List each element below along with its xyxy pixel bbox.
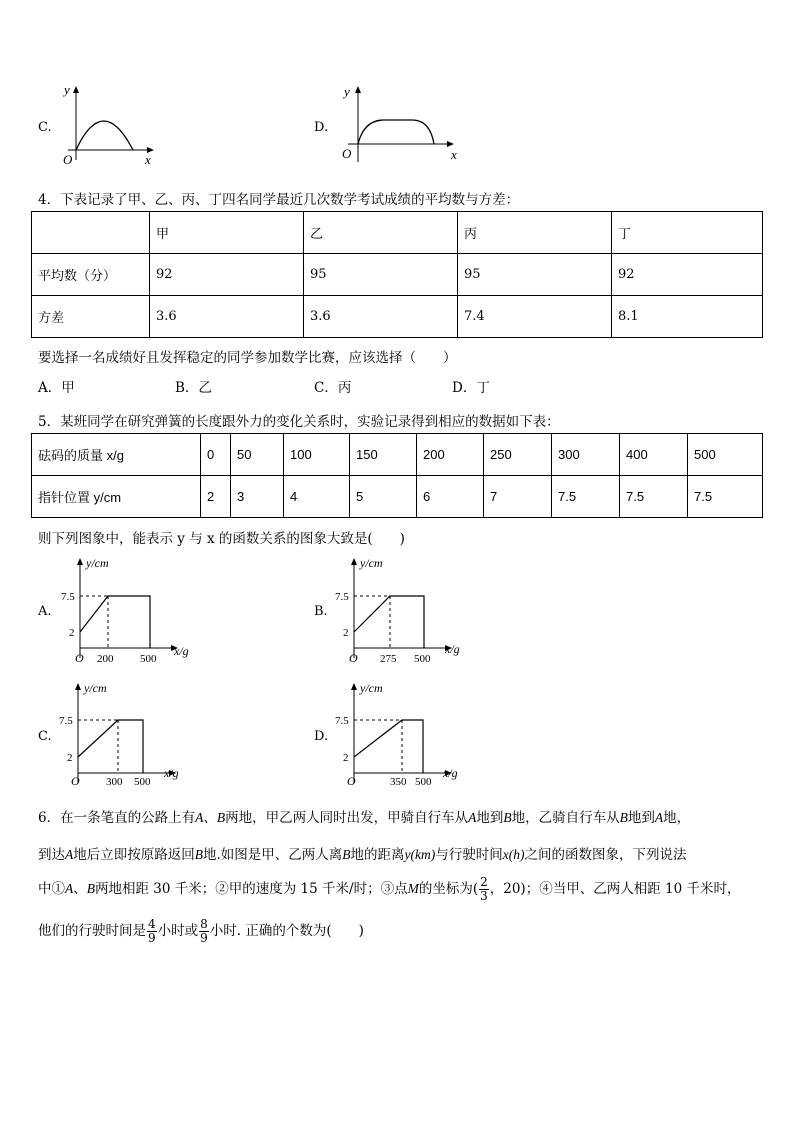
table-cell: 300: [552, 434, 620, 476]
q5-option-a-label[interactable]: A.: [38, 604, 52, 619]
svg-text:2: 2: [343, 627, 349, 639]
table-cell: 指针位置 y/cm: [32, 476, 201, 518]
q6-line-1: 6．在一条笔直的公路上有A、B两地，甲乙两人同时出发，甲骑自行车从A地到B地，乙骑自行车从B地到A地，: [38, 810, 691, 826]
svg-text:x/g: x/g: [445, 642, 460, 656]
svg-text:500: 500: [415, 776, 432, 788]
table-cell: 95: [458, 254, 612, 296]
curve: [358, 120, 434, 144]
q4-table: [31, 211, 763, 338]
curve: [76, 121, 133, 150]
q5-option-d-label[interactable]: D.: [314, 729, 329, 744]
table-row: [32, 476, 763, 518]
q3-option-d-label: D.: [314, 120, 329, 135]
table-cell: 丙: [458, 212, 612, 254]
table-cell: 8.1: [612, 296, 763, 338]
origin-label: O: [342, 146, 352, 161]
table-row: [32, 212, 763, 254]
svg-text:7.5: 7.5: [61, 591, 75, 603]
graph-line: [80, 596, 150, 648]
svg-text:500: 500: [134, 776, 151, 788]
q6-line-4: 他们的行驶时间是 $\frac{4}{9}$ 小时或 $\frac{8}{9}$ 小时. 正确的个数为( ): [38, 917, 364, 945]
table-cell: 92: [150, 254, 304, 296]
q4-choice-b[interactable]: B．乙: [175, 380, 212, 396]
svg-text:200: 200: [97, 653, 114, 665]
q5-option-c-label[interactable]: C.: [38, 729, 52, 744]
q5-table: [31, 433, 763, 518]
table-cell: 250: [484, 434, 552, 476]
table-cell: 3.6: [304, 296, 458, 338]
q3-option-c-label: C.: [38, 120, 52, 135]
table-cell: 50: [231, 434, 284, 476]
table-cell: 7.5: [620, 476, 688, 518]
table-cell: 方差: [32, 296, 150, 338]
table-cell: 95: [304, 254, 458, 296]
svg-text:x/g: x/g: [164, 766, 179, 780]
table-cell: 2: [201, 476, 231, 518]
fraction-m: $\frac{2}{3}$: [480, 875, 488, 903]
table-cell: 4: [284, 476, 350, 518]
origin-label: O: [63, 152, 73, 167]
table-cell: 6: [417, 476, 484, 518]
svg-text:350: 350: [390, 776, 407, 788]
q3-graph-c: [58, 82, 168, 168]
q6-line-2: 到达A地后立即按原路返回B地.如图是甲、乙两人离B地的距离y(km)与行驶时间x(h)之间的函数图象，下列说法: [38, 847, 687, 863]
q5-graph-d: [332, 677, 482, 791]
svg-text:x/g: x/g: [174, 644, 189, 658]
axis-y-label: y: [64, 82, 70, 97]
table-cell: 3.6: [150, 296, 304, 338]
q5-question: 则下列图象中，能表示 y 与 x 的函数关系的图象大致是( ): [38, 531, 405, 547]
svg-text:500: 500: [414, 653, 431, 665]
table-cell: 3: [231, 476, 284, 518]
svg-text:275: 275: [380, 653, 397, 665]
table-cell: 丁: [612, 212, 763, 254]
table-cell: [32, 212, 150, 254]
table-row: [32, 434, 763, 476]
svg-text:2: 2: [343, 752, 349, 764]
svg-text:2: 2: [69, 627, 75, 639]
axis-y-label: y: [344, 84, 350, 99]
table-cell: 500: [688, 434, 763, 476]
svg-text:O: O: [75, 651, 84, 665]
svg-text:300: 300: [106, 776, 123, 788]
svg-text:500: 500: [140, 653, 157, 665]
q4-choice-c[interactable]: C．丙: [314, 380, 352, 396]
q3-graph-d: [338, 82, 468, 168]
table-cell: 200: [417, 434, 484, 476]
table-cell: 5: [350, 476, 417, 518]
table-cell: 92: [612, 254, 763, 296]
table-cell: 150: [350, 434, 417, 476]
axis-x-label: x: [145, 152, 151, 167]
svg-text:y/cm: y/cm: [360, 556, 383, 570]
svg-text:2: 2: [67, 752, 73, 764]
table-cell: 7: [484, 476, 552, 518]
svg-text:x/g: x/g: [443, 766, 458, 780]
table-cell: 7.4: [458, 296, 612, 338]
svg-text:y/cm: y/cm: [360, 681, 383, 695]
table-cell: 甲: [150, 212, 304, 254]
table-cell: 400: [620, 434, 688, 476]
y-axis-arrow: [355, 86, 361, 93]
axis-x-label: x: [451, 147, 457, 162]
svg-text:y/cm: y/cm: [84, 681, 107, 695]
table-cell: 乙: [304, 212, 458, 254]
table-cell: 平均数（分）: [32, 254, 150, 296]
q5-graph-a: [58, 552, 208, 666]
fraction-t1: $\frac{4}{9}$: [148, 917, 156, 945]
graph-line: [78, 720, 143, 773]
svg-text:O: O: [349, 651, 358, 665]
svg-text:O: O: [71, 774, 80, 788]
y-axis-arrow: [73, 86, 79, 93]
svg-text:y/cm: y/cm: [86, 556, 109, 570]
q5-option-b-label[interactable]: B.: [314, 604, 328, 619]
svg-text:7.5: 7.5: [335, 715, 349, 727]
svg-text:O: O: [347, 774, 356, 788]
table-cell: 砝码的质量 x/g: [32, 434, 201, 476]
fraction-t2: $\frac{8}{9}$: [200, 917, 208, 945]
table-row: [32, 296, 763, 338]
q4-question: 要选择一名成绩好且发挥稳定的同学参加数学比赛，应该选择（ ）: [38, 350, 457, 366]
graph-line: [354, 720, 423, 773]
q5-graph-c: [56, 677, 206, 791]
table-cell: 0: [201, 434, 231, 476]
table-cell: 7.5: [552, 476, 620, 518]
q4-stem: 4．下表记录了甲、乙、丙、丁四名同学最近几次数学考试成绩的平均数与方差：: [38, 192, 520, 208]
q4-choice-d[interactable]: D．丁: [452, 380, 490, 396]
q5-stem: 5．某班同学在研究弹簧的长度跟外力的变化关系时，实验记录得到相应的数据如下表：: [38, 414, 560, 430]
table-cell: 100: [284, 434, 350, 476]
q5-graph-b: [332, 552, 482, 666]
svg-text:7.5: 7.5: [59, 715, 73, 727]
table-cell: 7.5: [688, 476, 763, 518]
q6-line-3: 中①A、B两地相距 30 千米；②甲的速度为 15 千米/时；③点M的坐标为( $\frac{2}{3}$ ，20)；④当甲、乙两人相距 10 千米时，: [38, 875, 741, 903]
table-row: [32, 254, 763, 296]
q4-choice-a[interactable]: A．甲: [38, 380, 75, 396]
graph-line: [354, 596, 424, 648]
svg-text:7.5: 7.5: [335, 591, 349, 603]
